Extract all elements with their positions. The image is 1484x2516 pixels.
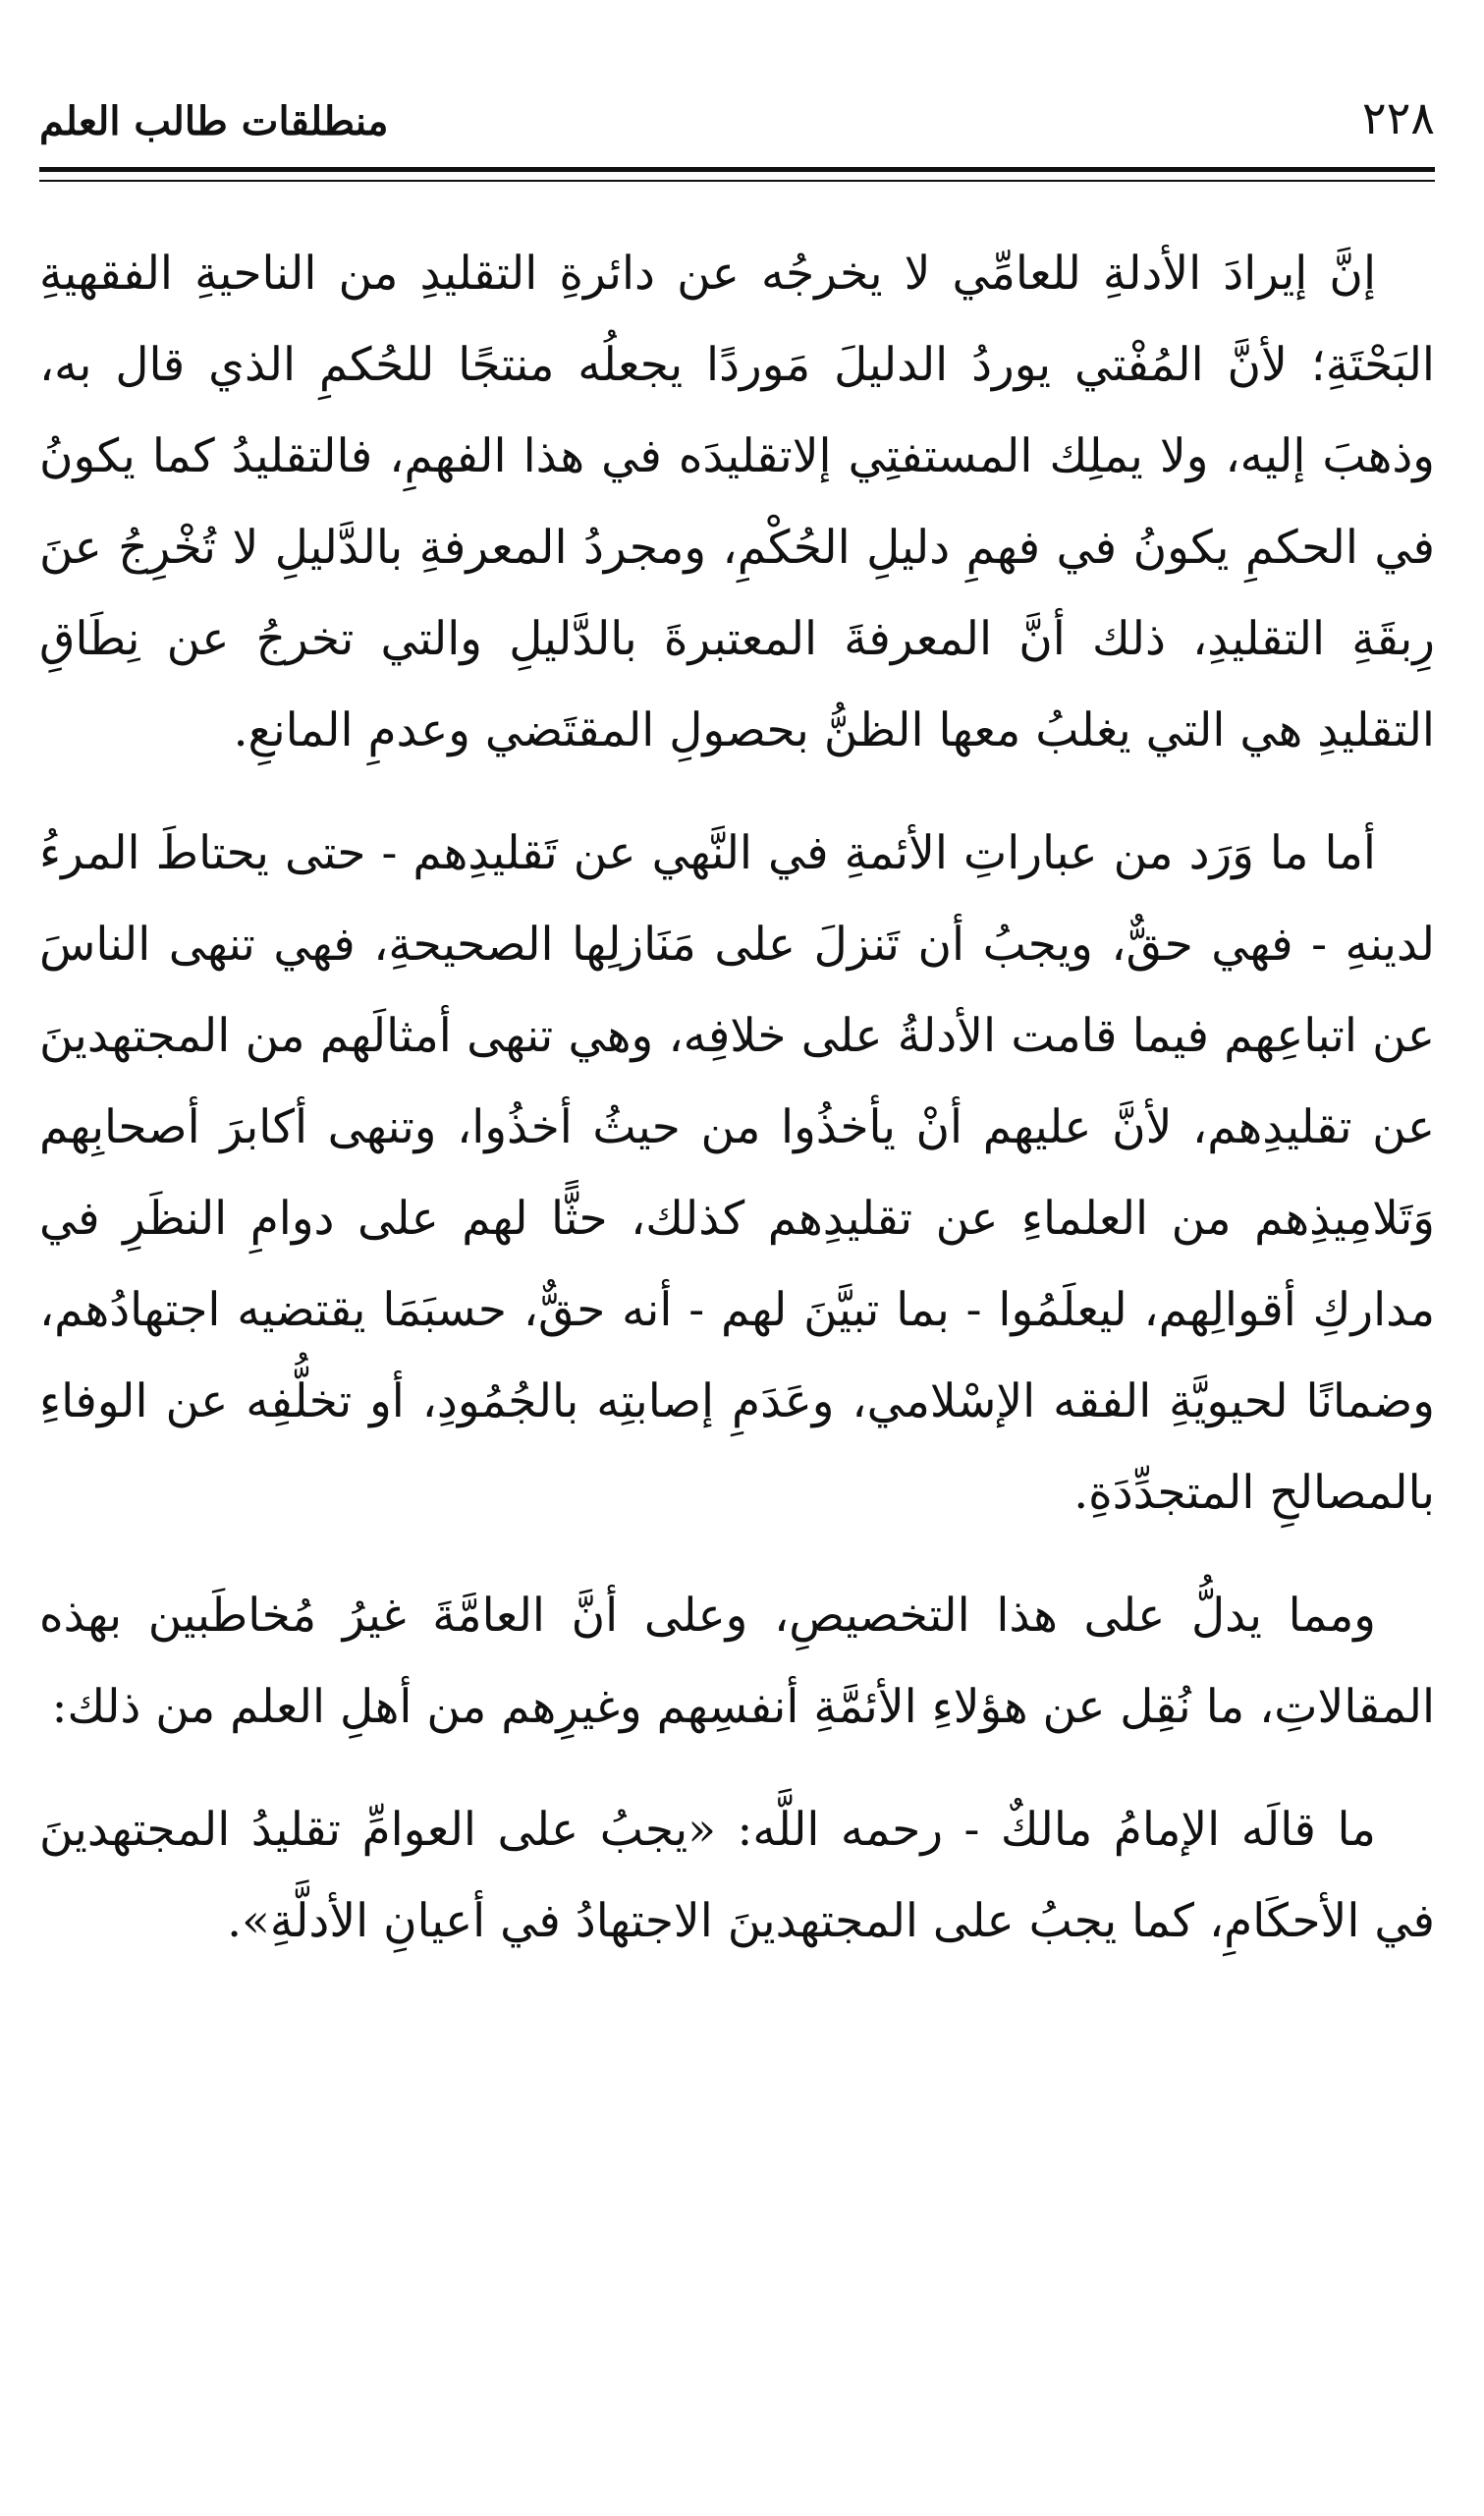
running-title: منطلقات طالب العلم — [39, 98, 389, 144]
paragraph-taqlid-evidence: إنَّ إيرادَ الأدلةِ للعامِّي لا يخرجُه عن دائرةِ التقليدِ من الناحيةِ الفقهيةِ البَحْتَةِ؛ لأنَّ المُفْتي يوردُ الدليلَ مَوردًا يجعلُه منتجًا للحُكمِ الذي قال به، وذهبَ إليه، ولا يملِك المستفتِي إلاتقليدَه في هذا الفهمِ، فالتقليدُ كما يكونُ في الحكمِ يكونُ في فهمِ دليلِ الحُكْمِ، ومجردُ المعرفةِ بالدَّليلِ لا تُخْرِجُ عنَ رِبقَةِ التقليدِ، ذلك أنَّ المعرفةَ المعتبرةَ بالدَّليلِ والتي تخرجُ عن نِطَاقِ التقليدِ هي التي يغلبُ معها الظنُّ بحصولِ المقتَضي وعدمِ المانعِ. — [39, 247, 1435, 757]
paragraph-specification: ومما يدلُّ على هذا التخصيصِ، وعلى أنَّ العامَّةَ غيرُ مُخاطَبين بهذه المقالاتِ، ما نُقِل عن هؤلاءِ الأئمَّةِ أنفسِهم وغيرِهم من أهلِ العلم من ذلك: — [39, 1589, 1435, 1734]
body-text — [39, 228, 1435, 1998]
page-header — [39, 88, 1435, 157]
page-number: ٢٢٨ — [1361, 91, 1435, 144]
paragraph-malik-quote: ما قالَه الإمامُ مالكٌ - رحمه اللَّه: «يجبُ على العوامِّ تقليدُ المجتهدينَ في الأحكَامِ، كما يجبُ على المجتهدينَ الاجتهادُ في أعيانِ الأدلَّةِ». — [39, 1803, 1435, 1948]
paragraph-imams-prohibition: أما ما وَرَد من عباراتِ الأئمةِ في النَّهي عن تَقليدِهم - حتى يحتاطَ المرءُ لدينهِ - فهي حقٌّ، ويجبُ أن تَنزلَ على مَنَازلِها الصحيحةِ، فهي تنهى الناسَ عن اتباعِهم فيما قامت الأدلةُ على خلافِه، وهي تنهى أمثالَهم من المجتهدينَ عن تقليدِهم، لأنَّ عليهم أنْ يأخذُوا من حيثُ أخذُوا، وتنهى أكابرَ أصحابِهم وَتَلامِيذِهم من العلماءِ عن تقليدِهم كذلك، حثًّا لهم على دوامِ النظَرِ في مداركِ أقوالِهم، ليعلَمُوا - بما تبيَّنَ لهم - أنه حقٌّ، حسبَمَا يقتضيه اجتهادُهم، وضمانًا لحيويَّةِ الفقه الإسْلامي، وعَدَمِ إصابتِه بالجُمُودِ، أو تخلُّفِه عن الوفاءِ بالمصالحِ المتجدِّدَةِ. — [39, 826, 1435, 1520]
header-rule-thin — [39, 180, 1435, 182]
header-rule-thick — [39, 167, 1435, 172]
